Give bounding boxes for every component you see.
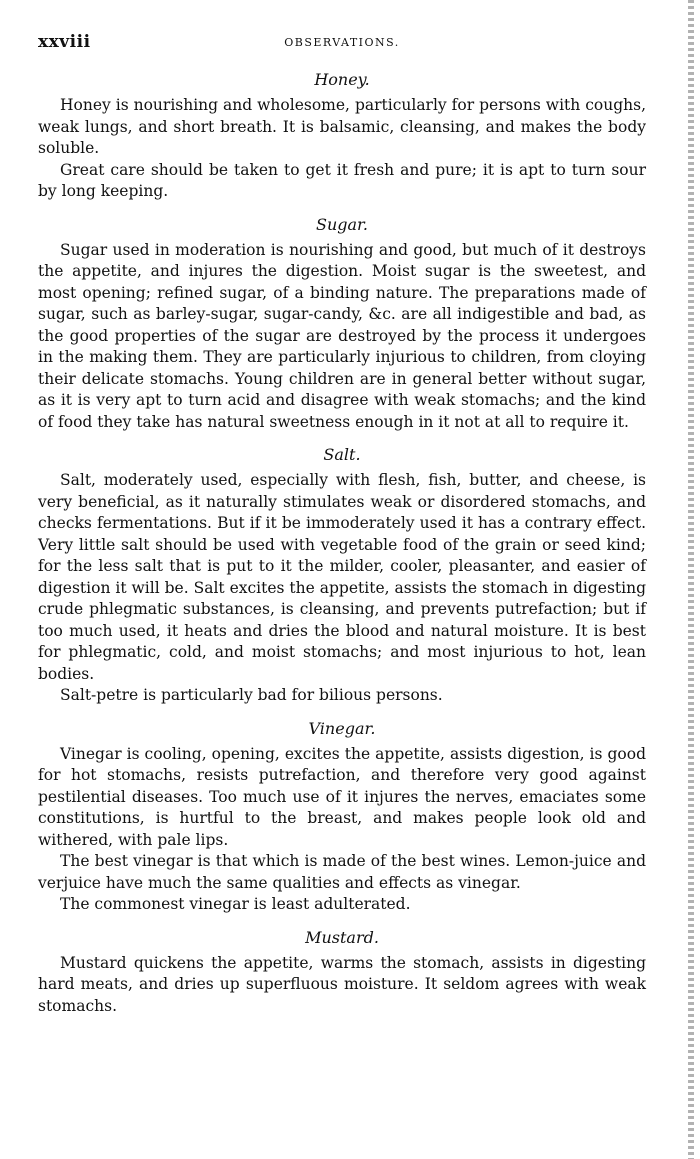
section-salt xyxy=(38,445,646,707)
running-title: OBSERVATIONS. xyxy=(284,36,400,49)
section-vinegar xyxy=(38,719,646,916)
paragraph: The commonest vinegar is least adulterated. xyxy=(60,895,411,913)
paragraph: Sugar used in moderation is nourishing and good, but much of it destroys the appetite, and injures the digestion. Moist sugar is the sweetest, and most opening; refined sugar, of a binding nature. The preparations made of sugar, such as barley-sugar, sugar-candy, &c. are all indigestible and bad, as the good properties of the sugar are destroyed by the process it undergoes in the making them. They are particularly injurious to children, from cloying their delicate stomachs. Young children are in general better without sugar, as it is very apt to turn acid and disagree with weak stomachs; and the kind of food they take has natural sweetness enough in it not at all to require it. xyxy=(38,240,646,431)
paragraph: Mustard quickens the appetite, warms the stomach, assists in digesting hard meats, and dries up superfluous moisture. It seldom agrees with weak stomachs. xyxy=(38,953,646,1015)
page-edge-shadow xyxy=(688,0,694,1159)
section-heading: Honey. xyxy=(314,70,370,89)
section-honey xyxy=(38,70,646,203)
section-heading: Sugar. xyxy=(315,214,369,234)
paragraph: Great care should be taken to get it fresh and pure; it is apt to turn sour by long keeping. xyxy=(38,160,646,200)
section-heading: Salt. xyxy=(323,445,361,464)
paragraph: Vinegar is cooling, opening, excites the appetite, assists digestion, is good for hot stomachs, resists putrefaction, and therefore very good against pestilential diseases. Too much use of it injures the nerves, emaciates some constitutions, is hurtful to the breast, and makes people look old and withered, with pale lips. xyxy=(38,744,646,849)
paragraph: Honey is nourishing and wholesome, particularly for persons with coughs, weak lungs, and short breath. It is balsamic, cleansing, and makes the body soluble. xyxy=(38,96,646,157)
page-number: xxviii xyxy=(38,32,91,52)
paragraph: Salt-petre is particularly bad for bilious persons. xyxy=(60,686,443,704)
paragraph: The best vinegar is that which is made of the best wines. Lemon-juice and verjuice have much the same qualities and effects as vinegar. xyxy=(38,852,646,892)
section-mustard xyxy=(38,928,646,1018)
paragraph: Salt, moderately used, especially with flesh, fish, butter, and cheese, is very beneficial, as it naturally stimulates weak or disordered stomachs, and checks fermentations. But if it be immoderately used it has a contrary effect. Very little salt should be used with vegetable food of the grain or seed kind; for the less salt that is put to it the milder, cooler, pleasanter, and easier of digestion it will be. Salt excites the appetite, assists the stomach in digesting crude phlegmatic substances, is cleansing, and prevents putrefaction; but if too much used, it heats and dries the blood and natural moisture. It is best for phlegmatic, cold, and moist stomachs; and most injurious to hot, lean bodies. xyxy=(38,471,646,683)
book-page xyxy=(38,30,646,1017)
section-heading: Vinegar. xyxy=(308,718,376,738)
page-header xyxy=(38,30,646,56)
section-sugar xyxy=(38,215,646,434)
section-heading: Mustard. xyxy=(305,927,379,947)
